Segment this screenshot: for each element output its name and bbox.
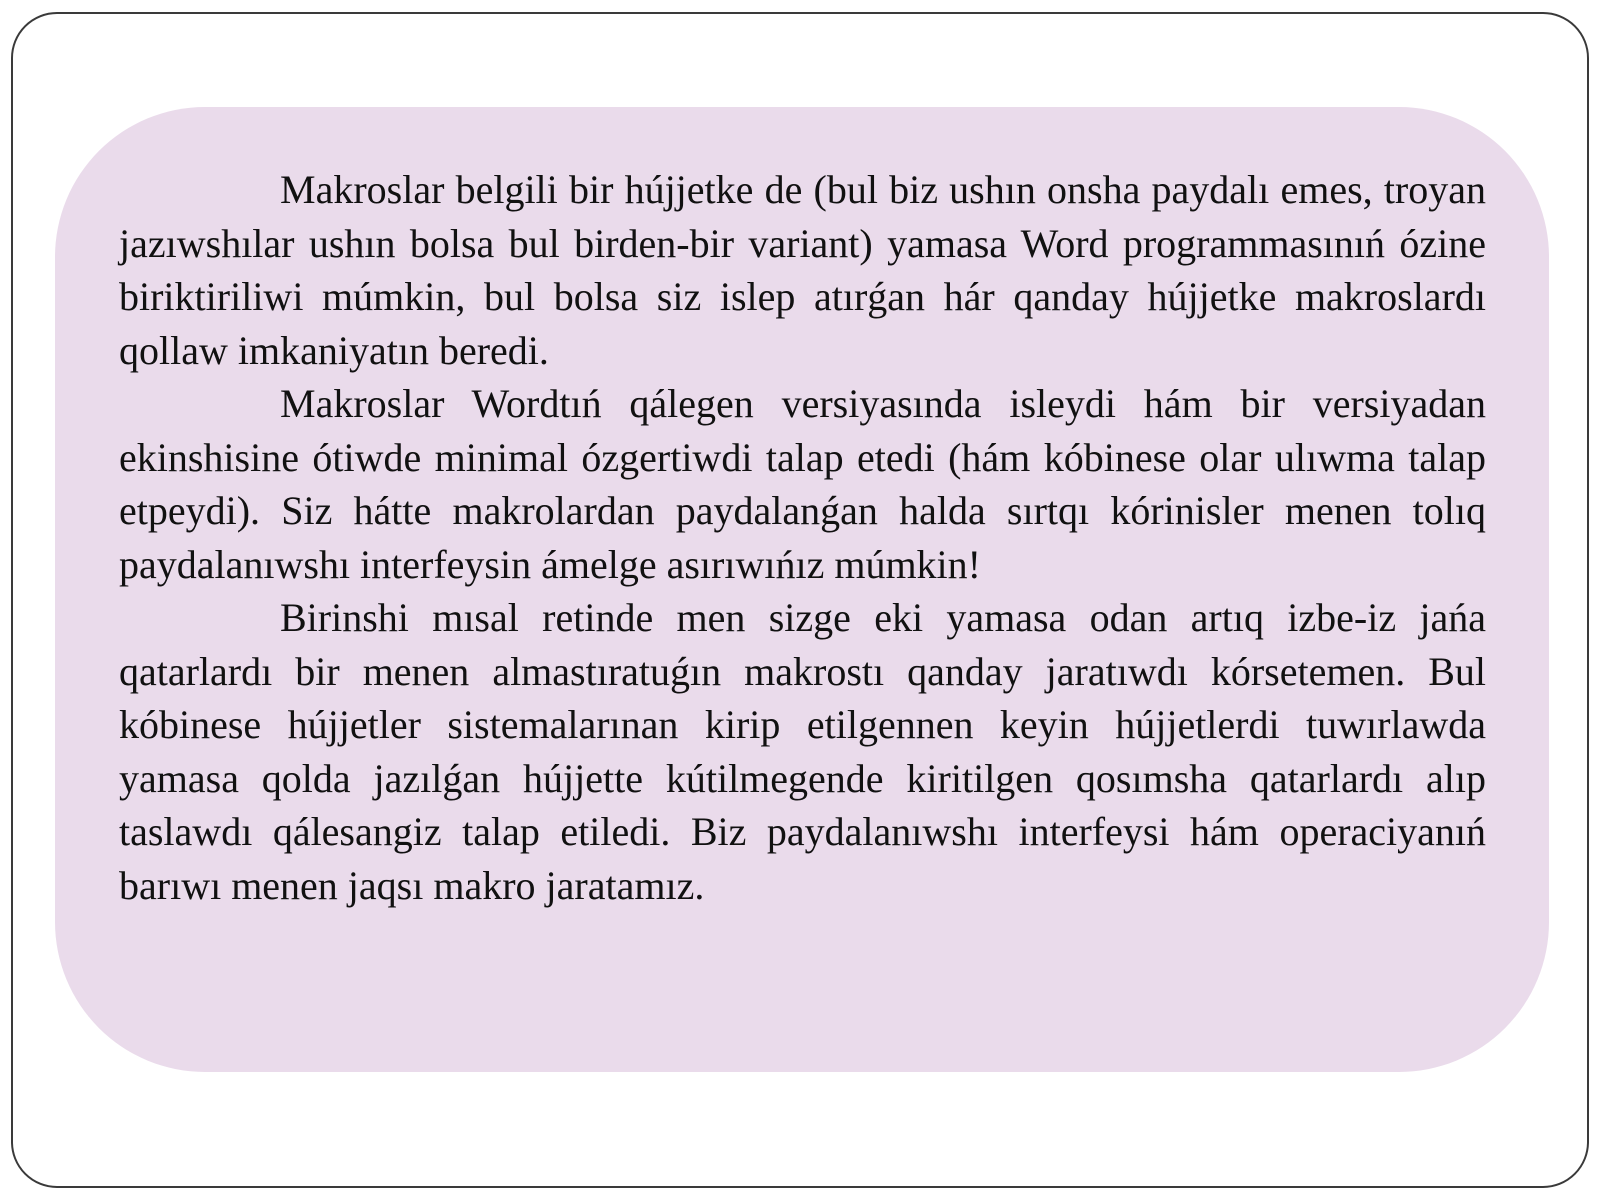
paragraph-1: Makroslar belgili bir hújjetke de (bul biz ushın onsha paydalı emes, troyan jazıwshılar ushın bolsa bul birden-bir variant) yamasa Word programmasınıń ózine biriktiriliwi múmkin, bul bolsa siz islep atırǵan hár qanday hújjetke makroslardı qollaw imkaniyatın beredi. — [119, 167, 1486, 373]
paragraph-2: Makroslar Wordtıń qálegen versiyasında isleydi hám bir versiyadan ekinshisine ótiwde minimal ózgertiwdi talap etedi (hám kóbinese olar ulıwma talap etpeydi). Siz hátte makrolardan paydalanǵan halda sırtqı kórinisler menen tolıq paydalanıwshı interfeysin ámelge asırıwıńız múmkin! — [119, 381, 1486, 587]
paragraph-3: Birinshi mısal retinde men sizge eki yamasa odan artıq izbe-iz jańa qatarlardı bir menen almastıratuǵın makrostı qanday jaratıwdı kórsetemen. Bul kóbinese hújjetler sistemalarınan kirip etilgennen keyin hújjetlerdi tuwırlawda yamasa qolda jazılǵan hújjette kútilmegende kiritilgen qosımsha qatarlardı alıp taslawdı qálesangiz talap etiledi. Biz paydalanıwshı interfeysi hám operaciyanıń barıwı menen jaqsı makro jaratamız. — [119, 595, 1486, 908]
text-block — [119, 163, 1486, 912]
